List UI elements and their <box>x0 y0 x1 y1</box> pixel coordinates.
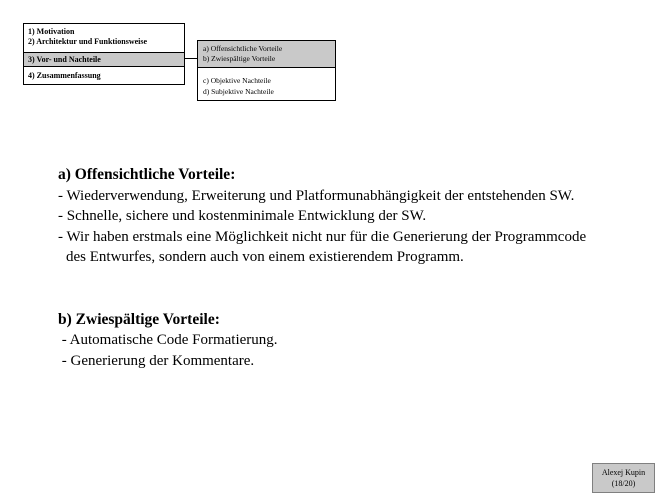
sub-agenda-box <box>197 40 336 101</box>
sub-agenda-item-subjektive-nachteile[interactable]: d) Subjektive Nachteile <box>203 87 274 96</box>
section-spacer <box>58 268 658 310</box>
section-a-line-4: des Entwurfes, sondern auch von einem existierendem Programm. <box>66 249 464 265</box>
page-number: (18/20) <box>611 479 636 488</box>
section-a-heading: a) Offensichtliche Vorteile: <box>58 166 236 183</box>
agenda-item-zusammenfassung[interactable]: 4) Zusammenfassung <box>28 71 101 80</box>
author-name: Alexej Kupin <box>601 468 646 477</box>
sub-agenda-item-zwiespaeltige-vorteile[interactable]: b) Zwiespältige Vorteile <box>203 54 276 63</box>
section-a-line-1: - Wiederverwendung, Erweiterung und Platformunabhängigkeit der entstehenden SW. <box>58 187 575 204</box>
section-b-line-2: - Generierung der Kommentare. <box>58 352 255 369</box>
agenda-item-motivation[interactable]: 1) Motivation <box>28 27 75 36</box>
section-b-line-1: - Automatische Code Formatierung. <box>58 332 278 348</box>
agenda-connector-line <box>185 58 197 59</box>
sub-agenda-item-objektive-nachteile[interactable]: c) Objektive Nachteile <box>203 76 271 85</box>
section-a-line-2: - Schnelle, sichere und kostenminimale Entwicklung der SW. <box>58 208 427 224</box>
agenda-box <box>23 23 185 85</box>
author-badge <box>592 463 655 493</box>
agenda-item-architektur[interactable]: 2) Architektur und Funktionsweise <box>28 37 148 46</box>
section-a-line-3: - Wir haben erstmals eine Möglichkeit nicht nur für die Generierung der Programmcode <box>58 228 587 245</box>
section-b-heading: b) Zwiespältige Vorteile: <box>58 310 220 328</box>
agenda-item-vor-nachteile-active[interactable]: 3) Vor- und Nachteile <box>24 52 184 67</box>
slide-content <box>58 165 658 371</box>
sub-agenda-item-offensichtliche-vorteile[interactable]: a) Offensichtliche Vorteile <box>203 44 283 53</box>
